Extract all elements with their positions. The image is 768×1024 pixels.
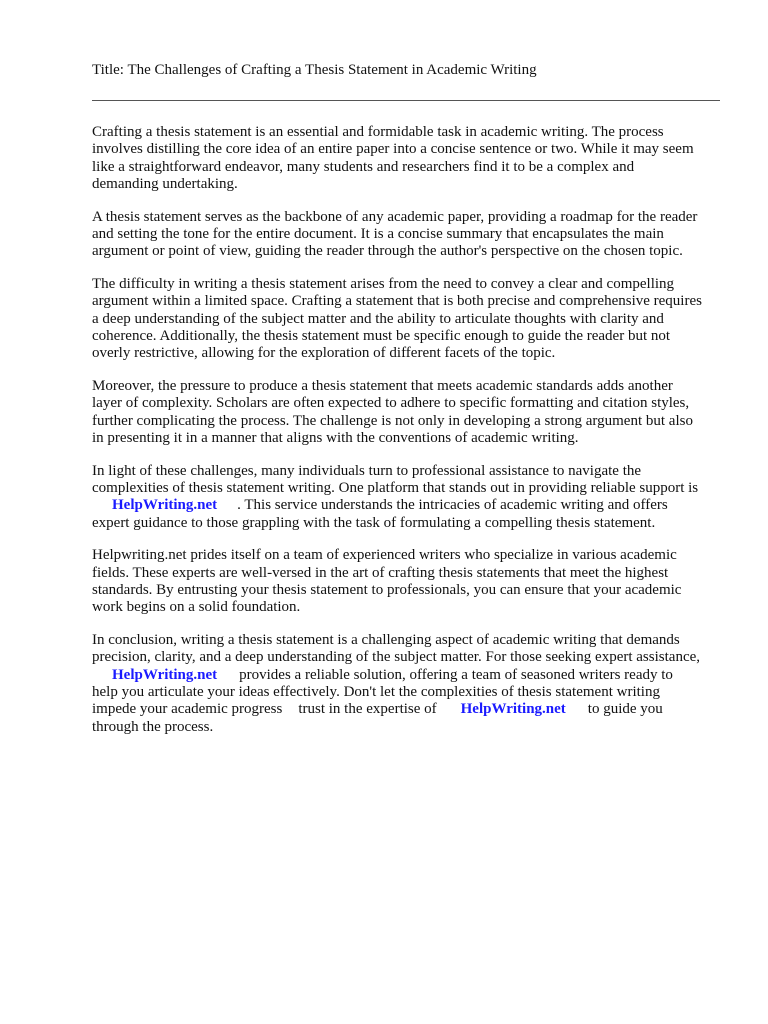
helpwriting-link[interactable]: HelpWriting.net — [460, 701, 566, 718]
text-fragment: impede your academic progress — [92, 701, 283, 718]
text-line: through the process. — [92, 718, 214, 735]
text-line: argument or point of view, guiding the reader through the author's perspective on the chosen topic. — [92, 243, 683, 260]
paragraph-assistance — [92, 463, 724, 532]
text-fragment: to guide you — [587, 701, 663, 718]
document-body — [92, 124, 724, 751]
text-line: in presenting it in a manner that aligns with the conventions of academic writing. — [92, 429, 579, 446]
text-fragment: . This service understands the intricacies of academic writing and offers — [237, 497, 668, 514]
helpwriting-link[interactable]: HelpWriting.net — [112, 497, 218, 514]
text-fragment: provides a reliable solution, offering a team of seasoned writers ready to — [239, 666, 673, 683]
text-line: work begins on a solid foundation. — [92, 599, 301, 616]
text-line: Moreover, the pressure to produce a thesis statement that meets academic standards adds another — [92, 378, 673, 395]
text-line: precision, clarity, and a deep understanding of the subject matter. For those seeking expert assistance, — [92, 649, 701, 666]
text-line: A thesis statement serves as the backbone of any academic paper, providing a roadmap for the reader — [92, 208, 698, 225]
paragraph-intro — [92, 124, 724, 193]
text-line: demanding undertaking. — [92, 175, 238, 192]
helpwriting-link[interactable]: HelpWriting.net — [112, 666, 218, 683]
text-line: involves distilling the core idea of an entire paper into a concise sentence or two. While it may seem — [92, 141, 694, 158]
text-line: The difficulty in writing a thesis statement arises from the need to convey a clear and compelling — [92, 276, 675, 293]
document-title: Title: The Challenges of Crafting a Thesis Statement in Academic Writing — [92, 62, 537, 78]
paragraph-backbone — [92, 209, 724, 261]
text-line: overly restrictive, allowing for the exploration of different facets of the topic. — [92, 345, 556, 362]
text-line: Helpwriting.net prides itself on a team of experienced writers who specialize in various academic — [92, 547, 677, 564]
paragraph-team — [92, 547, 724, 616]
text-line-with-link — [92, 497, 724, 514]
text-line: standards. By entrusting your thesis statement to professionals, you can ensure that your academic — [92, 582, 682, 599]
text-line: argument within a limited space. Crafting a statement that is both precise and comprehensive requires — [92, 293, 702, 310]
text-line: fields. These experts are well-versed in the art of crafting thesis statements that meet the highest — [92, 564, 669, 581]
text-line: In conclusion, writing a thesis statement is a challenging aspect of academic writing that demands — [92, 632, 680, 649]
title-divider — [92, 100, 720, 101]
text-fragment: trust in the expertise of — [298, 701, 437, 718]
text-line: further complicating the process. The challenge is not only in developing a strong argument but also — [92, 412, 693, 429]
text-line: like a straightforward endeavor, many students and researchers find it to be a complex and — [92, 158, 635, 175]
text-line: help you articulate your ideas effectively. Don't let the complexities of thesis statement writing — [92, 684, 660, 701]
paragraph-difficulty — [92, 276, 724, 362]
text-line: complexities of thesis statement writing. One platform that stands out in providing reliable support is — [92, 480, 699, 497]
text-line: coherence. Additionally, the thesis statement must be specific enough to guide the reader but not — [92, 327, 671, 344]
text-line: and setting the tone for the entire document. It is a concise summary that encapsulates the main — [92, 225, 664, 242]
text-line: In light of these challenges, many individuals turn to professional assistance to navigate the — [92, 462, 642, 479]
text-line: Crafting a thesis statement is an essential and formidable task in academic writing. The process — [92, 124, 664, 140]
text-line: layer of complexity. Scholars are often expected to adhere to specific formatting and citation styles, — [92, 395, 690, 412]
text-line-with-link — [92, 667, 724, 684]
text-line: a deep understanding of the subject matter and the ability to articulate thoughts with clarity and — [92, 310, 664, 327]
paragraph-conclusion — [92, 632, 724, 736]
text-line: expert guidance to those grappling with the task of formulating a compelling thesis statement. — [92, 514, 656, 531]
paragraph-pressure — [92, 378, 724, 447]
text-line-with-link — [92, 701, 724, 718]
